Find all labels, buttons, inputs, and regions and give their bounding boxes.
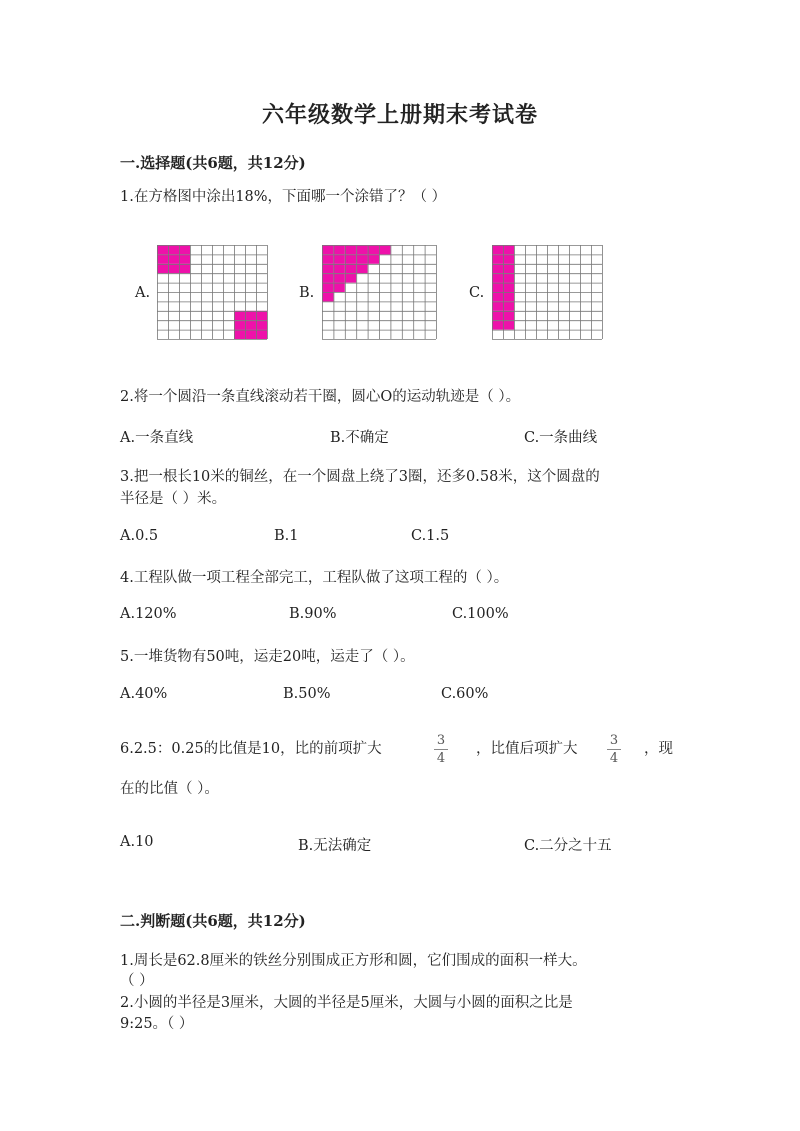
shaded-cell [492, 320, 503, 329]
shaded-cell [322, 283, 333, 292]
shaded-cell [157, 245, 168, 254]
shaded-cell [492, 283, 503, 292]
shaded-cell [179, 245, 190, 254]
shaded-cell [333, 273, 344, 282]
shaded-cell [333, 254, 344, 263]
shaded-cell [256, 330, 267, 339]
shaded-cell [179, 254, 190, 263]
shaded-cell [503, 311, 514, 320]
fraction-denominator: 4 [436, 751, 446, 766]
fraction-bar [607, 749, 621, 750]
judgment-2-line1: 2.小圆的半径是3厘米，大圆的半径是5厘米，大圆与小圆的面积之比是 [120, 995, 573, 1011]
shaded-cell [503, 254, 514, 263]
q5-option-a: A.40% [120, 686, 168, 702]
shaded-cell [322, 254, 333, 263]
q3-option-a: A.0.5 [120, 528, 159, 544]
shaded-cell [234, 330, 245, 339]
judgment-1-line2: （ ） [120, 973, 154, 989]
grid-c [492, 245, 604, 340]
q2-option-c: C.一条曲线 [524, 430, 598, 446]
q4-option-b: B.90% [289, 606, 337, 622]
q5-option-c: C.60% [441, 686, 489, 702]
shaded-cell [179, 264, 190, 273]
grid-label-b: B. [299, 285, 315, 301]
fraction-three-quarters-2 [604, 733, 624, 766]
shaded-cell [503, 301, 514, 310]
judgment-2-line2: 9:25。（ ） [120, 1016, 194, 1032]
shaded-cell [492, 264, 503, 273]
shaded-cell [503, 292, 514, 301]
question-3-line2: 半径是（ ）米。 [120, 491, 227, 507]
shaded-cell [234, 311, 245, 320]
shaded-cell [379, 245, 390, 254]
shaded-cell [245, 330, 256, 339]
shaded-cell [492, 311, 503, 320]
section-heading-choice: 一.选择题(共6题，共12分) [120, 154, 306, 172]
q6-option-c: C.二分之十五 [524, 838, 612, 854]
shaded-cell [234, 320, 245, 329]
question-4-text: 4.工程队做一项工程全部完工，工程队做了这项工程的（ ）。 [120, 570, 509, 586]
question-6-part3: ，现 [644, 741, 673, 757]
fraction-denominator: 4 [609, 751, 619, 766]
shaded-cell [157, 254, 168, 263]
shaded-cell [345, 245, 356, 254]
shaded-cell [245, 311, 256, 320]
shaded-cell [356, 264, 367, 273]
page-title: 六年级数学上册期末考试卷 [261, 102, 538, 128]
shaded-cell [322, 273, 333, 282]
shaded-cell [333, 264, 344, 273]
shaded-cell [356, 245, 367, 254]
shaded-cell [492, 273, 503, 282]
shaded-cell [492, 292, 503, 301]
shaded-cell [322, 245, 333, 254]
shaded-cell [256, 311, 267, 320]
q2-option-a: A.一条直线 [120, 430, 194, 446]
section-heading-judgment: 二.判断题(共6题，共12分) [120, 912, 306, 930]
question-5-text: 5.一堆货物有50吨，运走20吨，运走了（ ）。 [120, 649, 415, 665]
q6-option-b: B.无法确定 [298, 838, 372, 854]
fraction-three-quarters-1 [431, 733, 451, 766]
shaded-cell [492, 254, 503, 263]
question-6-line2: 在的比值（ ）。 [120, 781, 219, 797]
shaded-cell [503, 320, 514, 329]
shaded-cell [503, 283, 514, 292]
shaded-cell [345, 254, 356, 263]
question-6-part2: ，比值后项扩大 [476, 741, 578, 757]
grid-a [157, 245, 269, 340]
q4-option-c: C.100% [452, 606, 509, 622]
shaded-cell [322, 292, 333, 301]
shaded-cell [356, 254, 367, 263]
q3-option-b: B.1 [274, 528, 299, 544]
question-3-line1: 3.把一根长10米的铜丝，在一个圆盘上绕了3圈，还多0.58米，这个圆盘的 [120, 469, 600, 485]
shaded-cell [368, 245, 379, 254]
q6-option-a: A.10 [120, 834, 154, 850]
shaded-cell [322, 264, 333, 273]
shaded-cell [503, 273, 514, 282]
q2-option-b: B.不确定 [330, 430, 389, 446]
fraction-bar [434, 749, 448, 750]
grid-label-c: C. [469, 285, 485, 301]
shaded-cell [245, 320, 256, 329]
question-2-text: 2.将一个圆沿一条直线滚动若干圈，圆心O的运动轨迹是（ ）。 [120, 389, 521, 405]
shaded-cell [168, 254, 179, 263]
q5-option-b: B.50% [283, 686, 331, 702]
shaded-cell [168, 245, 179, 254]
question-6-part1: 6.2.5：0.25的比值是10，比的前项扩大 [120, 741, 382, 757]
judgment-1-line1: 1.周长是62.8厘米的铁丝分别围成正方形和圆，它们围成的面积一样大。 [120, 953, 587, 969]
shaded-cell [333, 283, 344, 292]
fraction-numerator: 3 [436, 733, 446, 748]
shaded-cell [492, 245, 503, 254]
q4-option-a: A.120% [120, 606, 177, 622]
shaded-cell [503, 264, 514, 273]
shaded-cell [345, 264, 356, 273]
question-1-text: 1.在方格图中涂出18%，下面哪一个涂错了？（ ） [120, 189, 447, 205]
q3-option-c: C.1.5 [411, 528, 450, 544]
shaded-cell [345, 273, 356, 282]
shaded-cell [157, 264, 168, 273]
shaded-cell [368, 254, 379, 263]
shaded-cell [333, 245, 344, 254]
grid-label-a: A. [135, 285, 151, 301]
shaded-cell [256, 320, 267, 329]
shaded-cell [492, 301, 503, 310]
fraction-numerator: 3 [609, 733, 619, 748]
shaded-cell [168, 264, 179, 273]
shaded-cell [503, 245, 514, 254]
grid-b [322, 245, 437, 340]
